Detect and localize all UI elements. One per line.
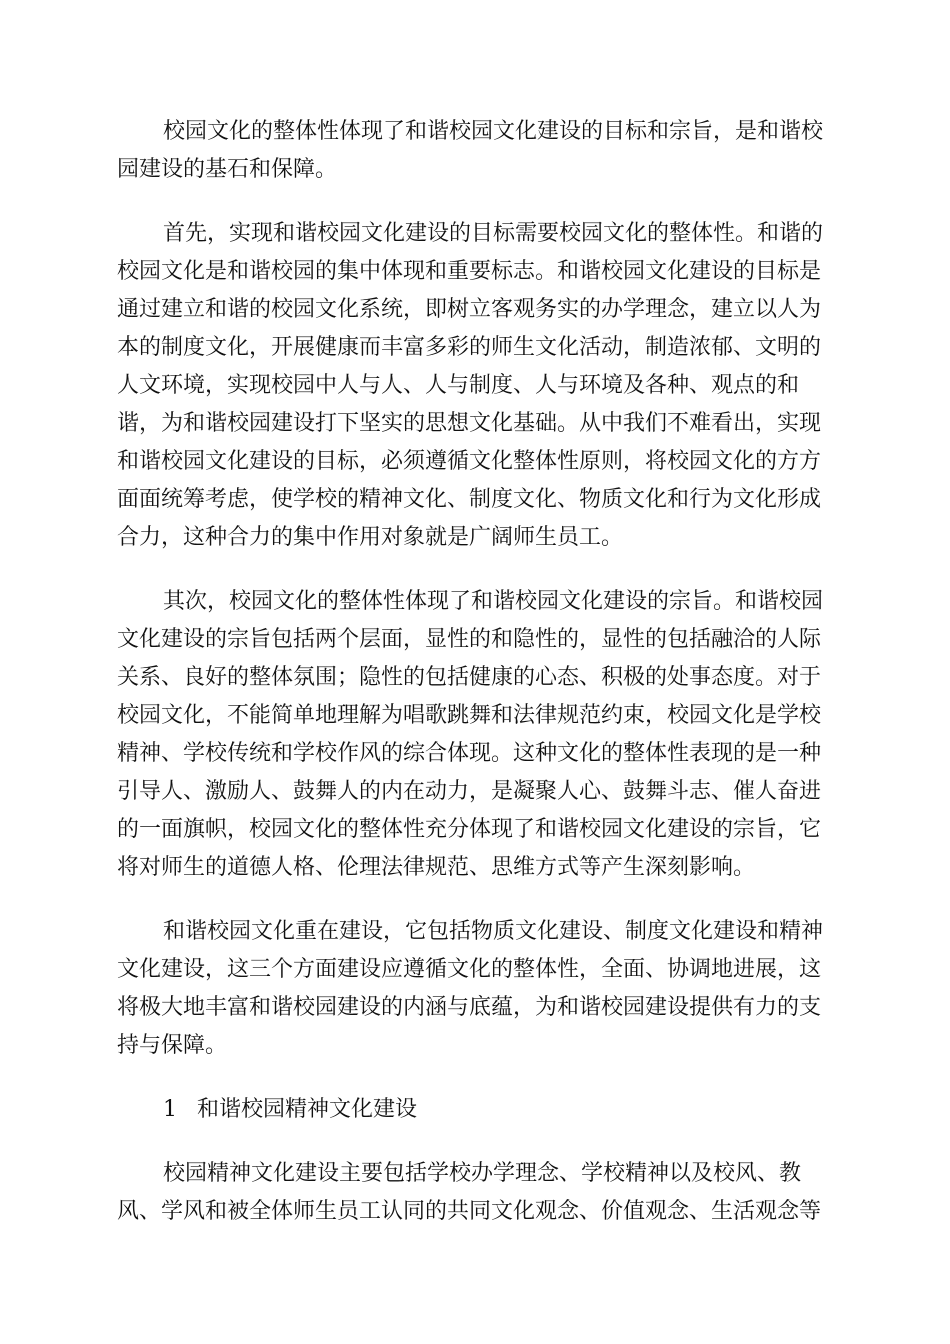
paragraph-2 bbox=[117, 215, 833, 557]
text-line: 持与保障。 bbox=[117, 1033, 228, 1058]
text-line: 精神、学校传统和学校作风的综合体现。这种文化的整体性表现的是一种 bbox=[117, 741, 822, 766]
section-number: 1 bbox=[163, 1097, 177, 1122]
text-line: 首先，实现和谐校园文化建设的目标需要校园文化的整体性。和谐的 bbox=[163, 221, 824, 246]
text-line: 和谐校园文化重在建设，它包括物质文化建设、制度文化建设和精神 bbox=[163, 919, 824, 944]
text-line: 文化建设，这三个方面建设应遵循文化的整体性，全面、协调地进展，这 bbox=[117, 957, 822, 982]
text-line: 引导人、激励人、鼓舞人的内在动力，是凝聚人心、鼓舞斗志、催人奋进 bbox=[117, 779, 822, 804]
section-title: 和谐校园精神文化建设 bbox=[197, 1097, 418, 1122]
paragraph-1 bbox=[117, 113, 833, 189]
text-line: 通过建立和谐的校园文化系统，即树立客观务实的办学理念，建立以人为 bbox=[117, 297, 822, 322]
document-body bbox=[117, 113, 833, 1257]
text-line: 其次，校园文化的整体性体现了和谐校园文化建设的宗旨。和谐校园 bbox=[163, 589, 824, 614]
text-line: 风、学风和被全体师生员工认同的共同文化观念、价值观念、生活观念等 bbox=[117, 1199, 822, 1224]
text-line: 将极大地丰富和谐校园建设的内涵与底蕴，为和谐校园建设提供有力的支 bbox=[117, 995, 822, 1020]
text-line: 校园精神文化建设主要包括学校办学理念、学校精神以及校风、教 bbox=[163, 1161, 802, 1186]
text-line: 本的制度文化，开展健康而丰富多彩的师生文化活动，制造浓郁、文明的 bbox=[117, 335, 822, 360]
section-heading bbox=[117, 1091, 833, 1129]
paragraph-4 bbox=[117, 913, 833, 1065]
text-line: 校园文化的整体性体现了和谐校园文化建设的目标和宗旨，是和谐校 bbox=[163, 119, 824, 144]
text-line: 人文环境，实现校园中人与人、人与制度、人与环境及各种、观点的和 bbox=[117, 373, 800, 398]
text-line: 的一面旗帜，校园文化的整体性充分体现了和谐校园文化建设的宗旨，它 bbox=[117, 817, 822, 842]
text-line: 面面统筹考虑，使学校的精神文化、制度文化、物质文化和行为文化形成 bbox=[117, 487, 822, 512]
text-line: 合力，这种合力的集中作用对象就是广阔师生员工。 bbox=[117, 525, 624, 550]
text-line: 谐，为和谐校园建设打下坚实的思想文化基础。从中我们不难看出，实现 bbox=[117, 411, 822, 436]
paragraph-5 bbox=[117, 1155, 833, 1231]
text-line: 校园文化是和谐校园的集中体现和重要标志。和谐校园文化建设的目标是 bbox=[117, 259, 822, 284]
text-line: 园建设的基石和保障。 bbox=[117, 157, 338, 182]
text-line: 关系、良好的整体氛围；隐性的包括健康的心态、积极的处事态度。对于 bbox=[117, 665, 822, 690]
text-line: 将对师生的道德人格、伦理法律规范、思维方式等产生深刻影响。 bbox=[117, 855, 756, 880]
paragraph-3 bbox=[117, 583, 833, 887]
text-line: 和谐校园文化建设的目标，必须遵循文化整体性原则，将校园文化的方方 bbox=[117, 449, 822, 474]
text-line: 校园文化，不能简单地理解为唱歌跳舞和法律规范约束，校园文化是学校 bbox=[117, 703, 822, 728]
text-line: 文化建设的宗旨包括两个层面，显性的和隐性的，显性的包括融洽的人际 bbox=[117, 627, 822, 652]
